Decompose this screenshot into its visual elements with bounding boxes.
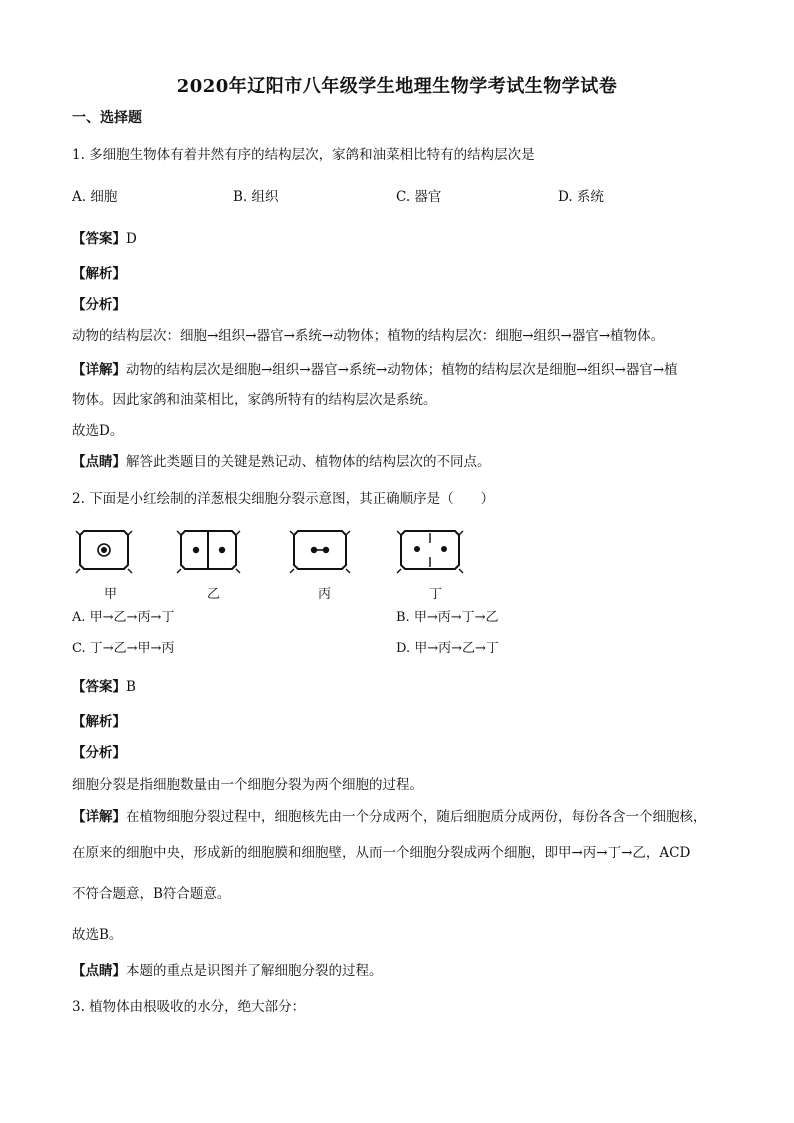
cell-ding-drawing — [397, 531, 463, 573]
q2-fenxi-text: 细胞分裂是指细胞数量由一个细胞分裂为两个细胞的过程。 — [72, 777, 423, 793]
dianjing-text: 解答此类题目的关键是熟记动、植物体的结构层次的不同点。 — [126, 454, 491, 470]
cell-division-figure — [72, 527, 472, 577]
q1-option-c: C. 器官 — [396, 189, 442, 205]
q1-fenxi-tag: 【分析】 — [72, 297, 126, 313]
q2-dianjing — [72, 963, 383, 979]
q1-detail-line1 — [72, 362, 678, 378]
answer-value: D — [126, 231, 137, 247]
q2-option-d: D. 甲→丙→乙→丁 — [396, 641, 499, 656]
dianjing-tag: 【点睛】 — [72, 963, 126, 979]
paper-title: 2020年辽阳市八年级学生地理生物学考试生物学试卷 — [176, 76, 618, 97]
q1-fenxi-text: 动物的结构层次：细胞→组织→器官→系统→动物体；植物的结构层次：细胞→组织→器官→植物体。 — [72, 328, 665, 344]
section-heading: 一、选择题 — [72, 110, 142, 126]
q1-option-b: B. 组织 — [233, 189, 279, 205]
dianjing-tag: 【点睛】 — [72, 454, 126, 470]
q2-analysis-tag: 【解析】 — [72, 714, 126, 730]
q2-detail-line3: 不符合题意，B符合题意。 — [72, 886, 231, 902]
q2-fenxi-tag: 【分析】 — [72, 745, 126, 761]
q1-option-a: A. 细胞 — [72, 189, 118, 205]
answer-tag: 【答案】 — [72, 231, 126, 247]
answer-value: B — [126, 679, 136, 695]
q3-stem: 3. 植物体由根吸收的水分，绝大部分： — [72, 999, 306, 1015]
figure-label-bing: 丙 — [318, 587, 332, 602]
q1-option-d: D. 系统 — [558, 189, 604, 205]
detail-tag: 【详解】 — [72, 362, 126, 378]
q1-dianjing — [72, 454, 491, 470]
q2-option-a: A. 甲→乙→丙→丁 — [72, 610, 175, 625]
q2-detail-line2: 在原来的细胞中央，形成新的细胞膜和细胞壁，从而一个细胞分裂成两个细胞，即甲→丙→丁→乙，ACD — [72, 845, 691, 861]
cell-bing-drawing — [290, 531, 350, 573]
detail-tag: 【详解】 — [72, 809, 126, 825]
cell-yi-drawing — [177, 531, 240, 573]
q2-choose: 故选B。 — [72, 927, 123, 943]
q1-answer — [72, 231, 137, 247]
figure-label-yi: 乙 — [207, 587, 221, 602]
figure-label-ding: 丁 — [429, 587, 443, 602]
dianjing-text: 本题的重点是识图并了解细胞分裂的过程。 — [126, 963, 383, 979]
q1-stem: 1. 多细胞生物体有着井然有序的结构层次，家鸽和油菜相比特有的结构层次是 — [72, 147, 535, 163]
detail-text: 在植物细胞分裂过程中，细胞核先由一个分成两个，随后细胞质分成两份，每份各含一个细胞核， — [126, 809, 707, 825]
cell-jia-drawing — [76, 531, 132, 573]
detail-text: 动物的结构层次是细胞→组织→器官→系统→动物体；植物的结构层次是细胞→组织→器官→植 — [126, 362, 678, 378]
q2-answer — [72, 679, 136, 695]
q2-option-c: C. 丁→乙→甲→丙 — [72, 641, 175, 656]
q1-analysis-tag: 【解析】 — [72, 266, 126, 282]
figure-label-jia: 甲 — [104, 587, 118, 602]
q1-detail-line2: 物体。因此家鸽和油菜相比，家鸽所特有的结构层次是系统。 — [72, 392, 437, 408]
q2-detail-line1 — [72, 809, 707, 825]
answer-tag: 【答案】 — [72, 679, 126, 695]
q2-option-b: B. 甲→丙→丁→乙 — [396, 610, 499, 625]
q2-stem: 2. 下面是小红绘制的洋葱根尖细胞分裂示意图，其正确顺序是（ ） — [72, 491, 495, 507]
q1-choose: 故选D。 — [72, 423, 124, 439]
